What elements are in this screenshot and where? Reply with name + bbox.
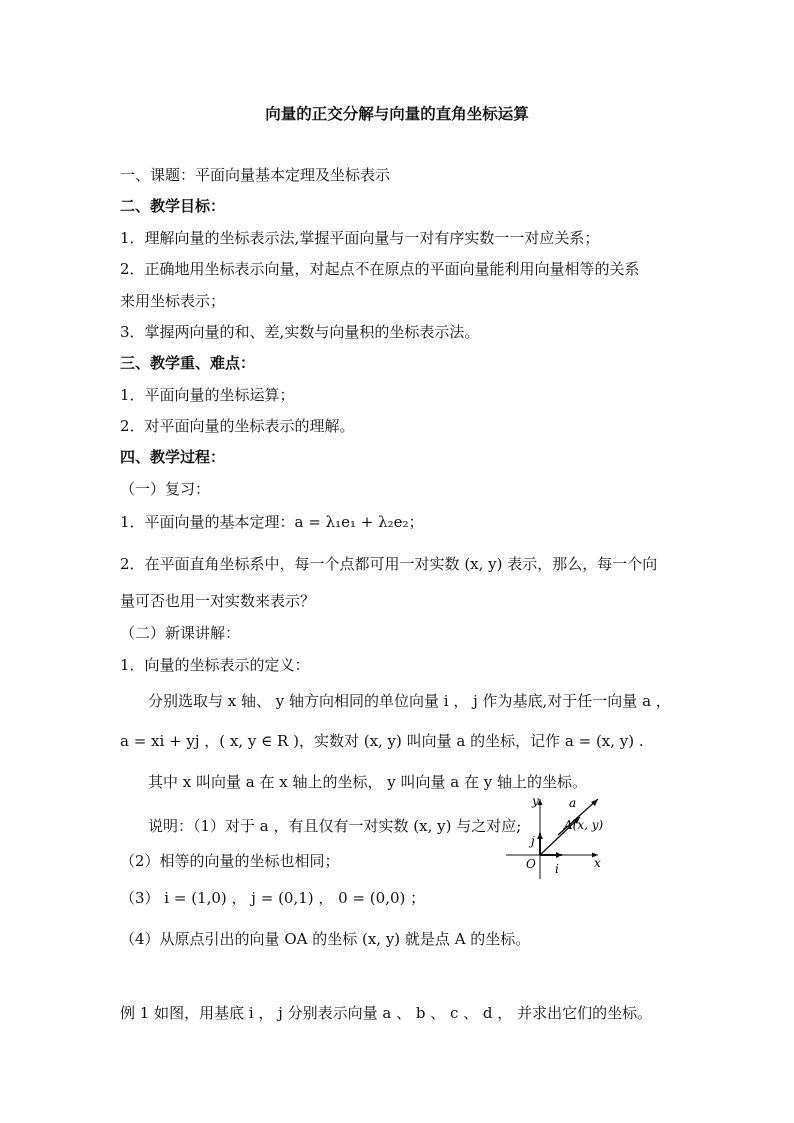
- objective-1: 1．理解向量的坐标表示法,掌握平面向量与一对有序实数一一对应关系；: [120, 229, 600, 247]
- review-theorem: 1．平面向量的基本定理：a = λ₁e₁ + λ₂e₂；: [120, 513, 424, 531]
- note-4: （4）从原点引出的向量 OA 的坐标 (x, y) 就是点 A 的坐标。: [120, 930, 531, 948]
- subsection-review: （一）复习：: [120, 480, 211, 498]
- note-3: （3） i = (1,0) ， j = (0,1) ， 0 = (0,0) ；: [120, 889, 426, 907]
- objective-3: 3．掌握两向量的和、差,实数与向量积的坐标表示法。: [120, 323, 480, 341]
- label-x: x: [594, 856, 601, 870]
- subsection-new-lesson: （二）新课讲解：: [120, 624, 241, 642]
- unit-vector-i-arrow-icon: [556, 852, 562, 858]
- note-2: （2）相等的向量的坐标也相同；: [120, 852, 340, 870]
- label-j: j: [531, 834, 535, 848]
- section-topic: 一、课题：平面向量基本定理及坐标表示: [120, 166, 391, 184]
- note-1: 说明：（1）对于 a ，有且仅有一对实数 (x, y) 与之对应;: [148, 817, 522, 835]
- section-objectives-heading: 二、教学目标：: [120, 197, 226, 215]
- keypoint-2: 2．对平面向量的坐标表示的理解。: [120, 417, 355, 435]
- objective-2-continued: 来用坐标表示；: [120, 292, 226, 310]
- definition-heading: 1．向量的坐标表示的定义：: [120, 656, 310, 674]
- keypoint-1: 1．平面向量的坐标运算；: [120, 386, 295, 404]
- review-question-continued: 量可否也用一对实数来表示？: [120, 592, 316, 610]
- document-title: 向量的正交分解与向量的直角坐标运算: [265, 104, 529, 123]
- label-y: y: [532, 794, 539, 808]
- label-i: i: [555, 862, 559, 876]
- coordinate-figure: [498, 793, 618, 883]
- example-1: 例 1 如图，用基底 i ， j 分别表示向量 a 、 b 、 c 、 d ， 并求出它们的坐标。: [120, 1004, 653, 1022]
- label-point-A: A(x, y): [564, 818, 604, 832]
- label-a: a: [569, 796, 577, 810]
- definition-text: 分别选取与 x 轴、 y 轴方向相同的单位向量 i ， j 作为基底,对于任一向量 a ，: [148, 692, 671, 710]
- definition-formula: a = xi + yj ，( x, y ∈ R )，实数对 (x, y) 叫向量 a 的坐标，记作 a = (x, y) .: [120, 732, 644, 750]
- section-process-heading: 四、教学过程：: [120, 448, 226, 466]
- label-origin: O: [526, 857, 536, 871]
- coordinate-explanation: 其中 x 叫向量 a 在 x 轴上的坐标， y 叫向量 a 在 y 轴上的坐标。: [148, 773, 587, 791]
- section-keypoints-heading: 三、教学重、难点：: [120, 354, 256, 372]
- review-question: 2．在平面直角坐标系中，每一个点都可用一对实数 (x, y) 表示，那么，每一个向: [120, 555, 658, 573]
- objective-2: 2．正确地用坐标表示向量，对起点不在原点的平面向量能利用向量相等的关系: [120, 260, 640, 278]
- unit-vector-j-arrow-icon: [537, 833, 543, 839]
